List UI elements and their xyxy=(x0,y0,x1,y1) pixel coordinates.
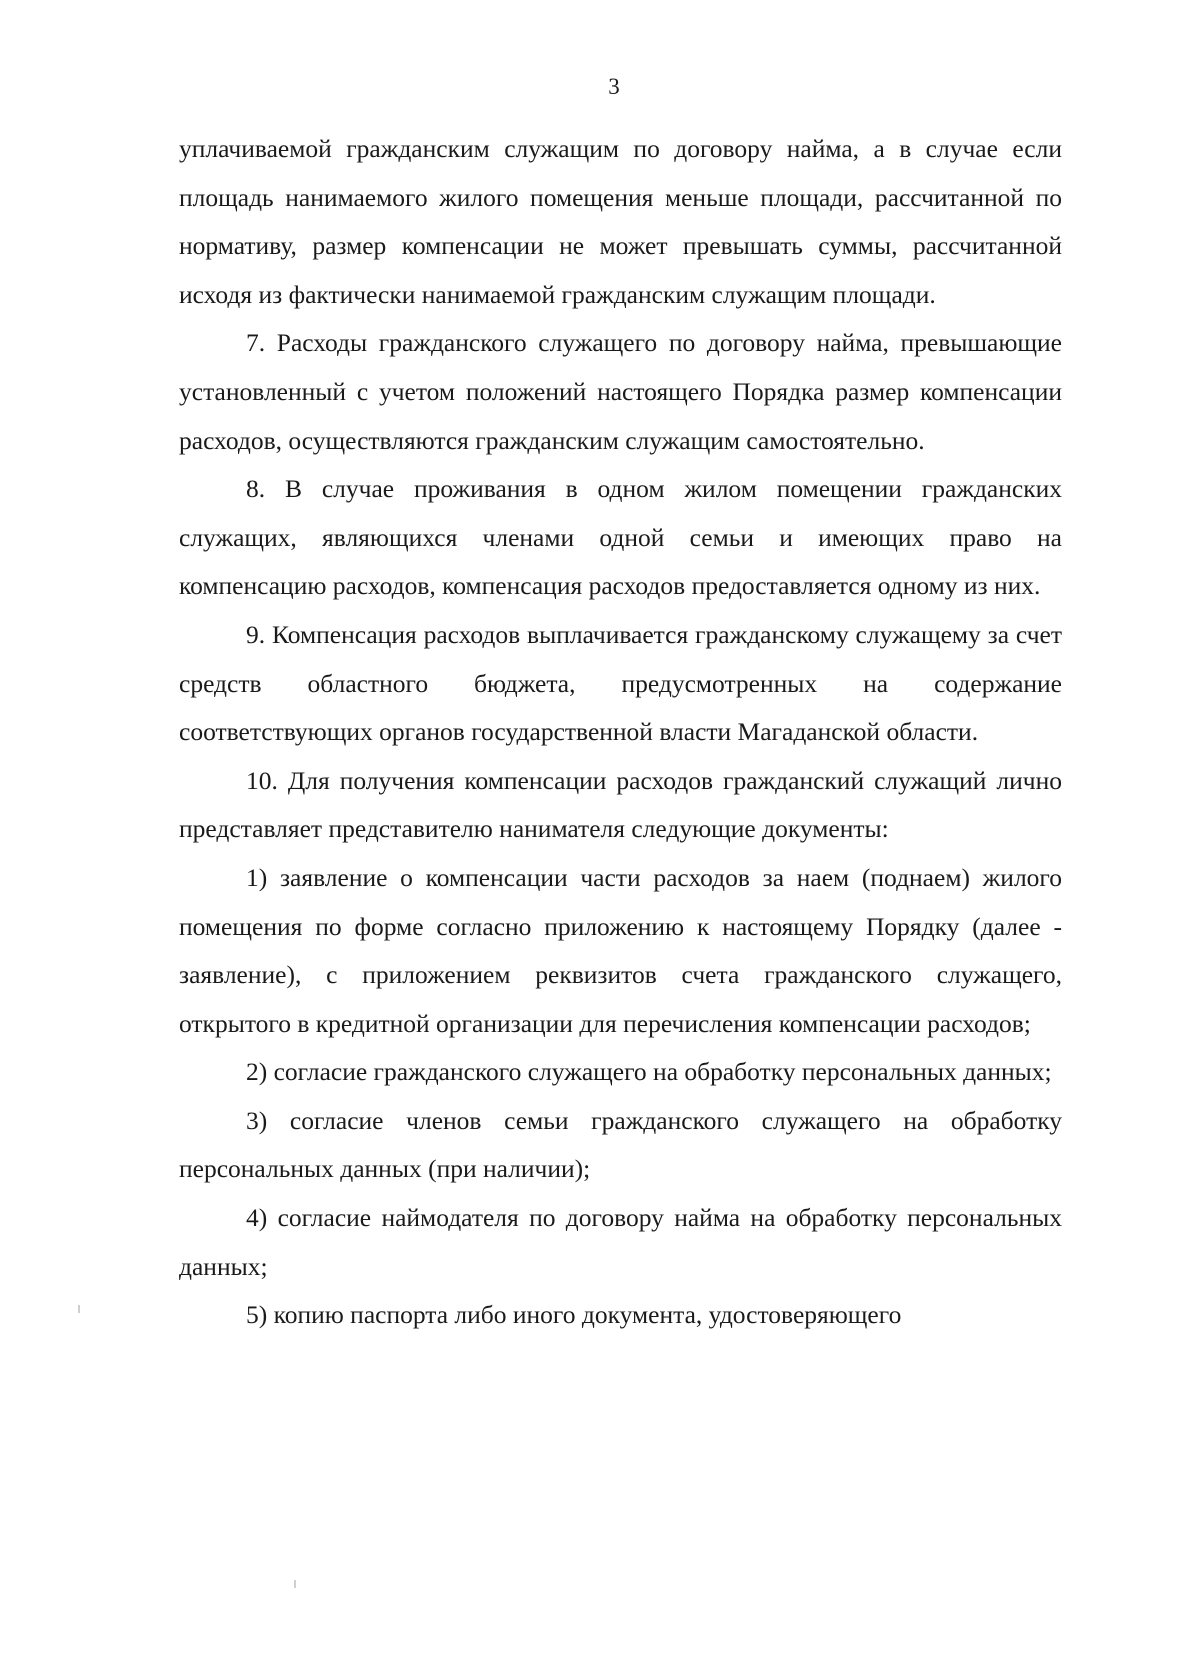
list-item-5: 5) копию паспорта либо иного документа, удостоверяющего xyxy=(246,1300,902,1330)
paragraph-continuation: уплачиваемой гражданским служащим по договору найма, а в случае если площадь нанимаемого жилого помещения меньше площади, рассчитанной по нормативу, размер компенсации не может превышать суммы, рассчитанной исходя из фактически нанимаемой гражданским служащим площади. xyxy=(179,134,1062,309)
list-item-4: 4) согласие наймодателя по договору найма на обработку персональных данных; xyxy=(179,1203,1062,1281)
scan-artifact-mark xyxy=(78,1305,80,1313)
paragraph-item-7: 7. Расходы гражданского служащего по договору найма, превышающие установленный с учетом положений настоящего Порядка размер компенсации расходов, осуществляются гражданским служащим самостоятельно. xyxy=(179,328,1062,455)
paragraph-item-8: 8. В случае проживания в одном жилом помещении гражданских служащих, являющихся членами одной семьи и имеющих право на компенсацию расходов, компенсация расходов предоставляется одному из них. xyxy=(179,474,1062,601)
document-body xyxy=(179,125,1062,1340)
scan-artifact-mark xyxy=(294,1580,296,1588)
list-item-1: 1) заявление о компенсации части расходов за наем (поднаем) жилого помещения по форме согласно приложению к настоящему Порядку (далее - заявление), с приложением реквизитов счета гражданского служащего, открытого в кредитной организации для перечисления компенсации расходов; xyxy=(179,862,1062,1038)
list-item-3: 3) согласие членов семьи гражданского служащего на обработку персональных данных (при наличии); xyxy=(179,1105,1062,1184)
paragraph-item-10: 10. Для получения компенсации расходов гражданский служащий лично представляет представителю нанимателя следующие документы: xyxy=(179,765,1062,844)
page-number: 3 xyxy=(608,74,620,99)
paragraph-item-9: 9. Компенсация расходов выплачивается гражданскому служащему за счет средств областного бюджета, предусмотренных на содержание соответствующих органов государственной власти Магаданской области. xyxy=(179,619,1062,747)
list-item-2: 2) согласие гражданского служащего на обработку персональных данных; xyxy=(246,1057,1052,1087)
